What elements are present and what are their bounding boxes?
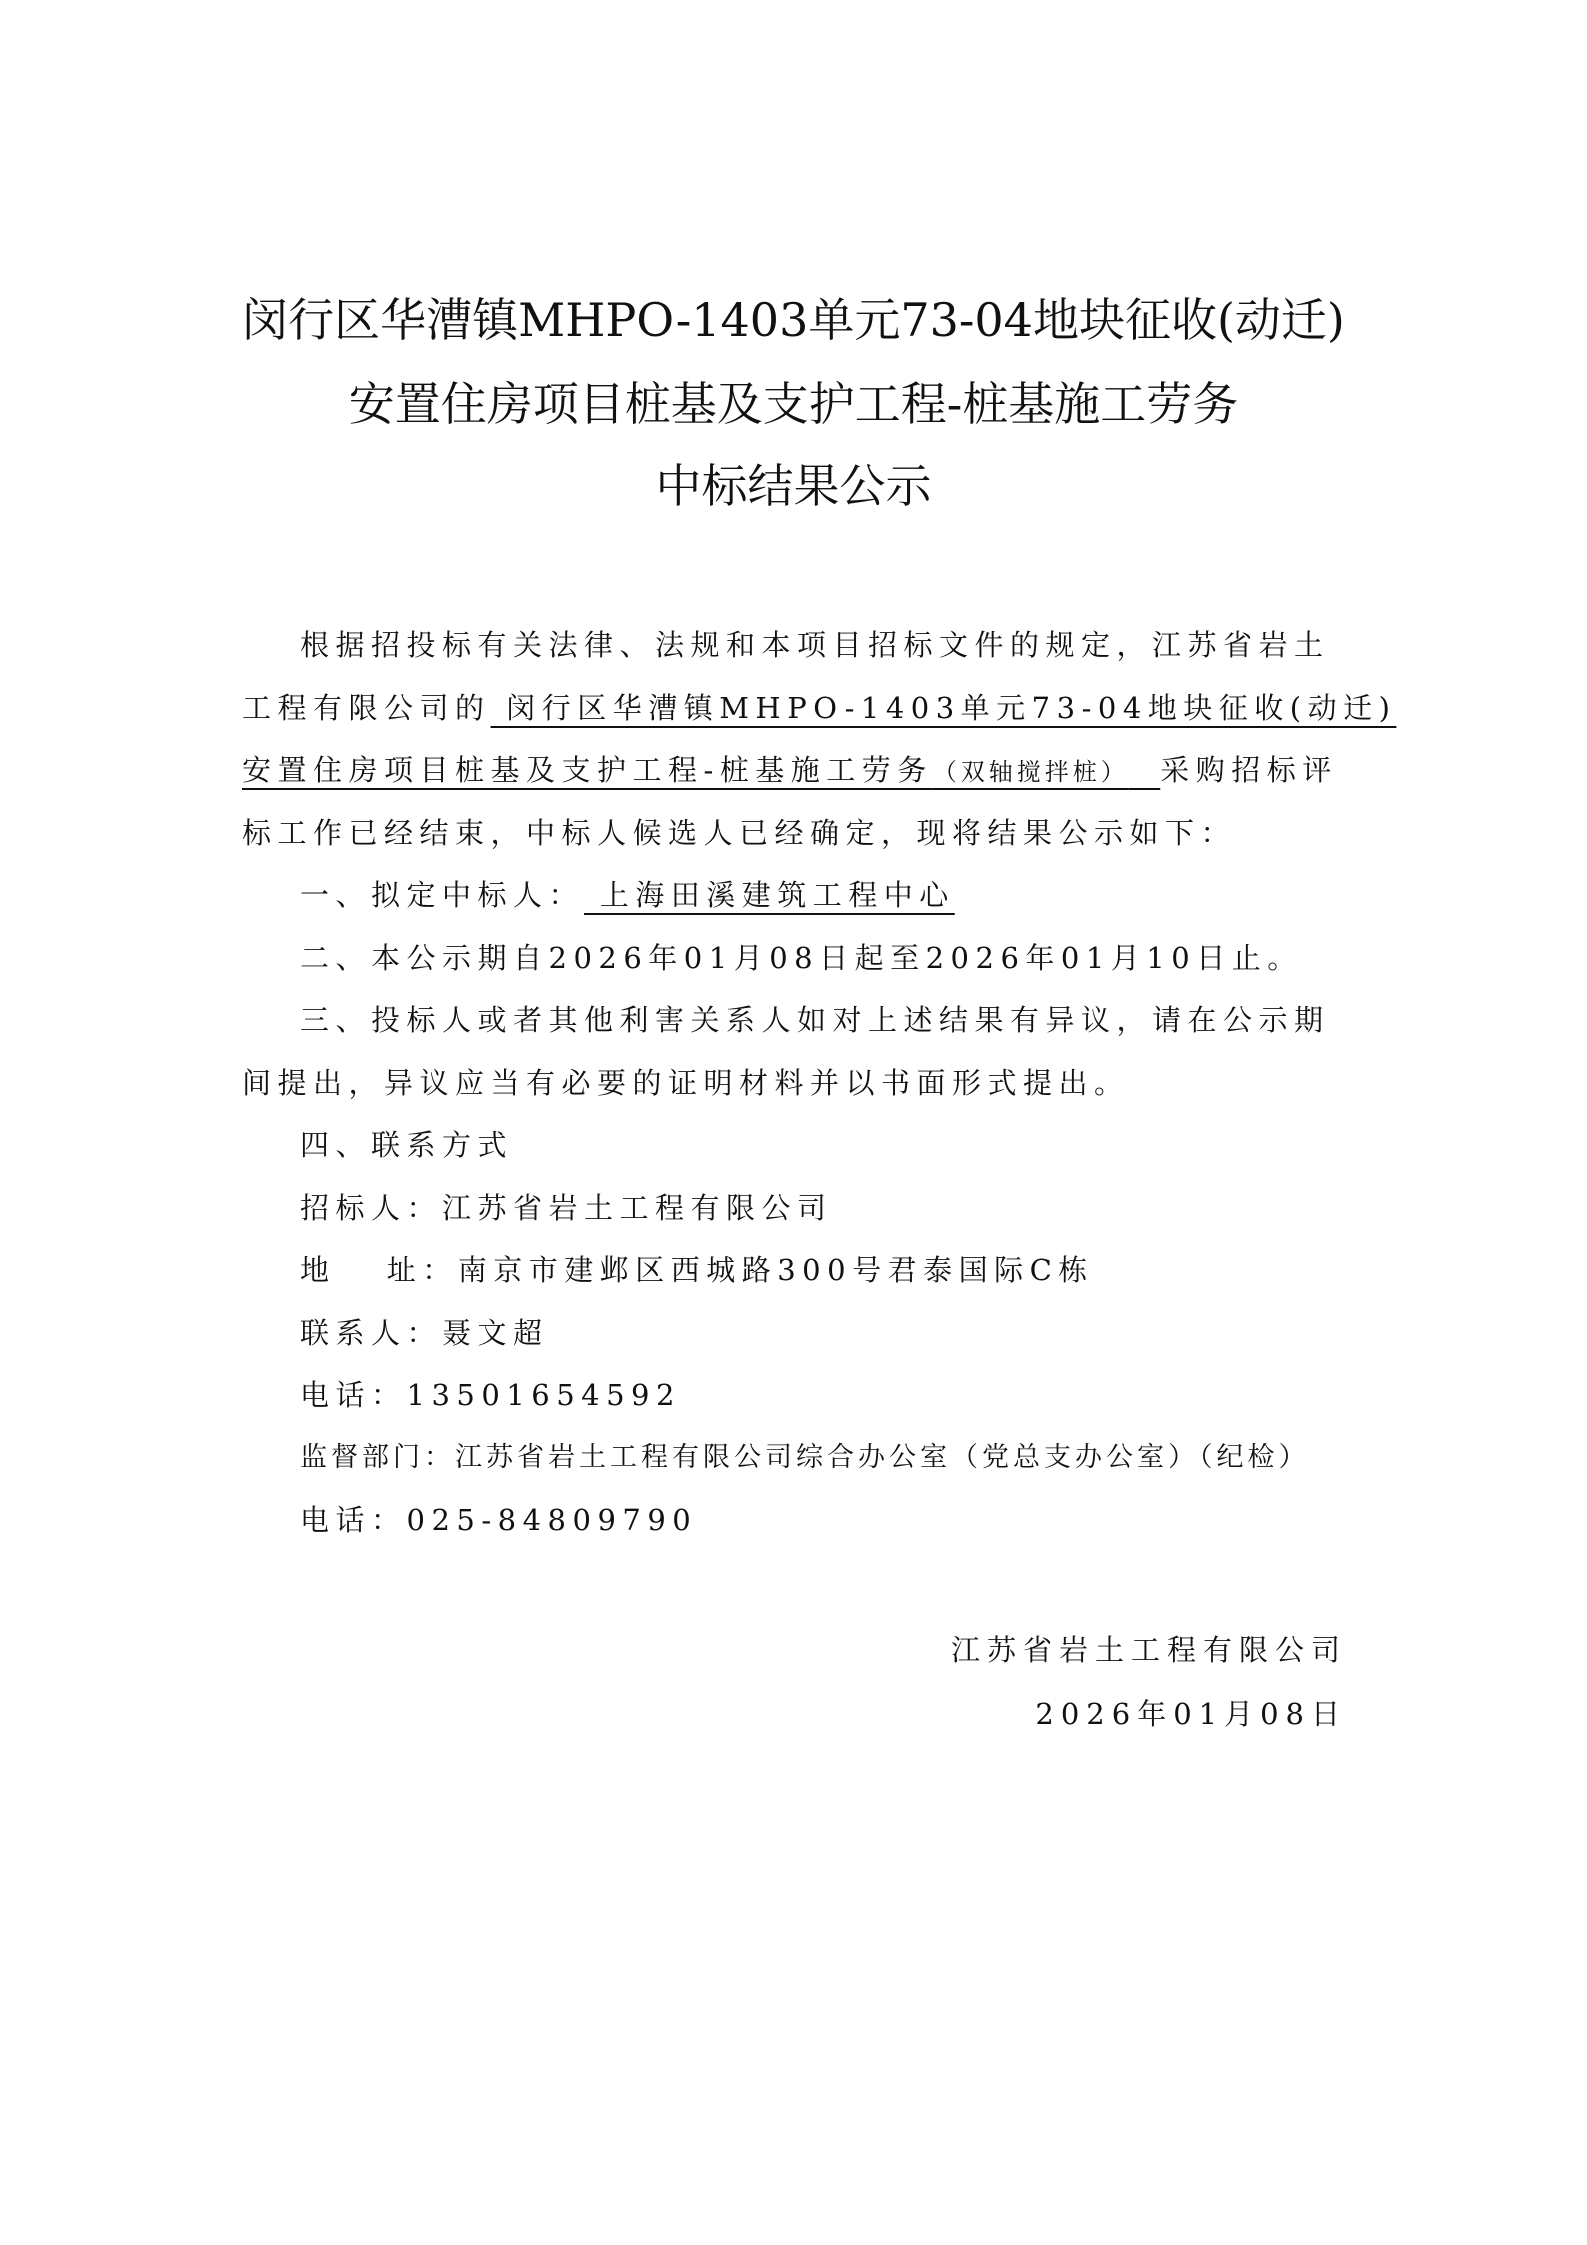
signature-company: 江苏省岩土工程有限公司 bbox=[950, 1633, 1347, 1667]
intro-line-3 bbox=[242, 750, 1338, 792]
winner-label: 一、拟定中标人： bbox=[300, 878, 585, 912]
objection-line-1: 三、投标人或者其他利害关系人如对上述结果有异议，请在公示期 bbox=[300, 1003, 1330, 1037]
winner-name: 上海田溪建筑工程中心 bbox=[584, 878, 955, 912]
contact-person: 联系人：聂文超 bbox=[300, 1316, 549, 1350]
title-line-2: 安置住房项目桩基及支护工程-桩基施工劳务 bbox=[348, 377, 1239, 431]
contact-heading: 四、联系方式 bbox=[300, 1128, 514, 1162]
contact-address: 地 址：南京市建邺区西城路300号君泰国际C栋 bbox=[300, 1253, 1094, 1287]
intro-line-2 bbox=[242, 688, 1396, 728]
intro-line-2-prefix: 工程有限公司的 bbox=[242, 691, 491, 725]
title-line-1: 闵行区华漕镇MHPO-1403单元73-04地块征收(动迁) bbox=[242, 293, 1345, 347]
signature-date: 2026年01月08日 bbox=[1035, 1697, 1347, 1731]
supervision-phone: 电话：025-84809790 bbox=[300, 1503, 698, 1537]
project-name-part-2: 安置住房项目桩基及支护工程-桩基施工劳务 bbox=[242, 753, 933, 787]
project-name-part-1: 闵行区华漕镇MHPO-1403单元73-04地块征收(动迁) bbox=[490, 691, 1397, 725]
supervision-dept: 监督部门：江苏省岩土工程有限公司综合办公室（党总支办公室）（纪检） bbox=[300, 1442, 1310, 1473]
title-line-3: 中标结果公示 bbox=[655, 459, 932, 513]
intro-line-4: 标工作已经结束，中标人候选人已经确定，现将结果公示如下： bbox=[242, 816, 1237, 850]
objection-line-2: 间提出，异议应当有必要的证明材料并以书面形式提出。 bbox=[242, 1066, 1130, 1100]
intro-line-3-suffix: 采购招标评 bbox=[1160, 753, 1338, 787]
contact-phone: 电话：13501654592 bbox=[300, 1378, 681, 1412]
publicity-period: 二、本公示期自2026年01月08日起至2026年01月10日止。 bbox=[300, 941, 1303, 975]
contact-tenderer: 招标人：江苏省岩土工程有限公司 bbox=[300, 1191, 833, 1225]
underline-pad bbox=[1129, 753, 1160, 787]
intro-line-1: 根据招投标有关法律、法规和本项目招标文件的规定，江苏省岩土 bbox=[300, 628, 1330, 662]
winner-line bbox=[300, 875, 955, 915]
project-name-note: （双轴搅拌桩） bbox=[932, 758, 1129, 786]
